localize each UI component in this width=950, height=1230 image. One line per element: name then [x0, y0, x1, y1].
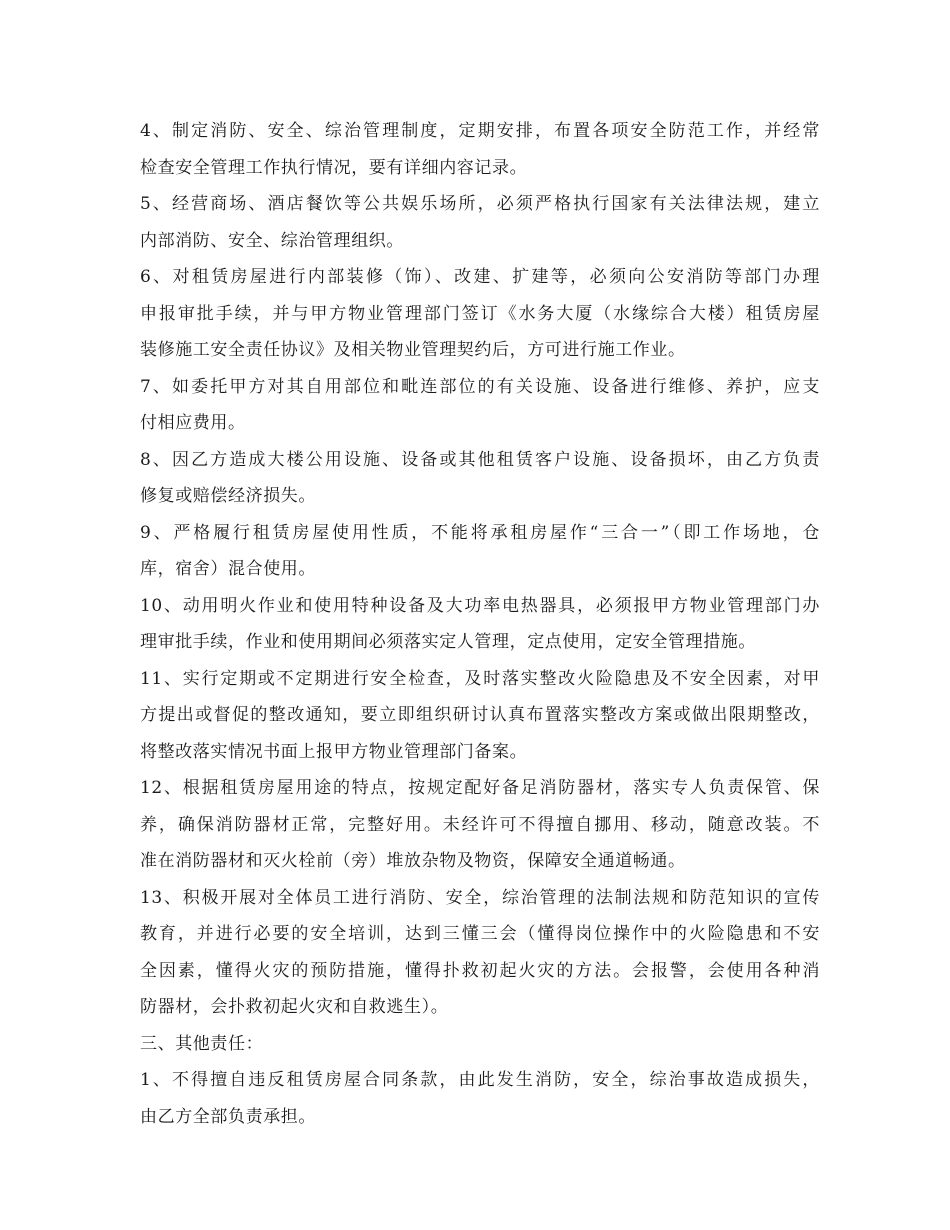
paragraph	[140, 880, 820, 1026]
text-line: 将整改落实情况书面上报甲方物业管理部门备案。	[140, 741, 528, 762]
text-line: 检查安全管理工作执行情况，要有详细内容记录。	[140, 157, 528, 178]
text-line: 养，确保消防器材正常，完整好用。未经许可不得擅自挪用、移动，随意改装。不	[140, 814, 820, 835]
text-line: 4、制定消防、安全、综治管理制度，定期安排，布置各项安全防范工作，并经常	[140, 121, 820, 141]
text-line: 修复或赔偿经济损失。	[140, 486, 316, 506]
text-line: 1、不得擅自违反租赁房屋合同条款，由此发生消防，安全，综治事故造成损失，	[140, 1070, 820, 1090]
text-line: 6、对租赁房屋进行内部装修（饰）、改建、扩建等，必须向公安消防等部门办理	[140, 267, 820, 287]
text-line: 12、根据租赁房屋用途的特点，按规定配好备足消防器材，落实专人负责保管、保	[140, 778, 820, 798]
text-line: 准在消防器材和灭火栓前（旁）堆放杂物及物资，保障安全通道畅通。	[140, 851, 686, 871]
paragraph	[140, 515, 820, 588]
paragraph	[140, 442, 820, 515]
text-line: 装修施工安全责任协议》及相关物业管理契约后，方可进行施工作业。	[140, 340, 686, 360]
paragraph	[140, 369, 820, 442]
text-line: 内部消防、安全、综治管理组织。	[140, 230, 404, 251]
text-line: 防器材，会扑救初起火灾和自救逃生）。	[140, 997, 449, 1017]
text-line: 10、动用明火作业和使用特种设备及大功率电热器具，必须报甲方物业管理部门办	[140, 595, 820, 616]
text-line: 申报审批手续，并与甲方物业管理部门签订《水务大厦（水缘综合大楼）租赁房屋	[140, 303, 820, 324]
text-line: 9、严格履行租赁房屋使用性质，不能将承租房屋作“三合一”（即工作场地，仓	[140, 522, 820, 543]
text-line: 教育，并进行必要的安全培训，达到三懂三会（懂得岗位操作中的火险隐患和不安	[140, 924, 820, 944]
text-line: 5、经营商场、酒店餐饮等公共娱乐场所，必须严格执行国家有关法律法规，建立	[140, 194, 820, 214]
text-line: 全因素，懂得火灾的预防措施，懂得扑救初起火灾的方法。会报警，会使用各种消	[140, 960, 820, 981]
paragraph	[140, 770, 820, 880]
text-line: 由乙方全部负责承担。	[140, 1106, 316, 1127]
document-body	[140, 113, 820, 1135]
paragraph	[140, 1062, 820, 1135]
text-line: 11、实行定期或不定期进行安全检查，及时落实整改火险隐患及不安全因素，对甲	[140, 668, 820, 689]
paragraph	[140, 1026, 820, 1063]
text-line: 库，宿舍）混合使用。	[140, 559, 316, 579]
text-line: 三、其他责任：	[140, 1033, 264, 1054]
text-line: 13、积极开展对全体员工进行消防、安全，综治管理的法制法规和防范知识的宣传	[140, 887, 820, 908]
text-line: 理审批手续，作业和使用期间必须落实定人管理，定点使用，定安全管理措施。	[140, 632, 756, 652]
paragraph	[140, 588, 820, 661]
text-line: 7、如委托甲方对其自用部位和毗连部位的有关设施、设备进行维修、养护，应支	[140, 376, 820, 397]
text-line: 付相应费用。	[140, 413, 246, 433]
paragraph	[140, 661, 820, 771]
text-line: 方提出或督促的整改通知，要立即组织研讨认真布置落实整改方案或做出限期整改，	[140, 705, 820, 725]
paragraph	[140, 259, 820, 369]
paragraph	[140, 113, 820, 186]
text-line: 8、因乙方造成大楼公用设施、设备或其他租赁客户设施、设备损坏，由乙方负责	[140, 449, 820, 470]
paragraph	[140, 186, 820, 259]
